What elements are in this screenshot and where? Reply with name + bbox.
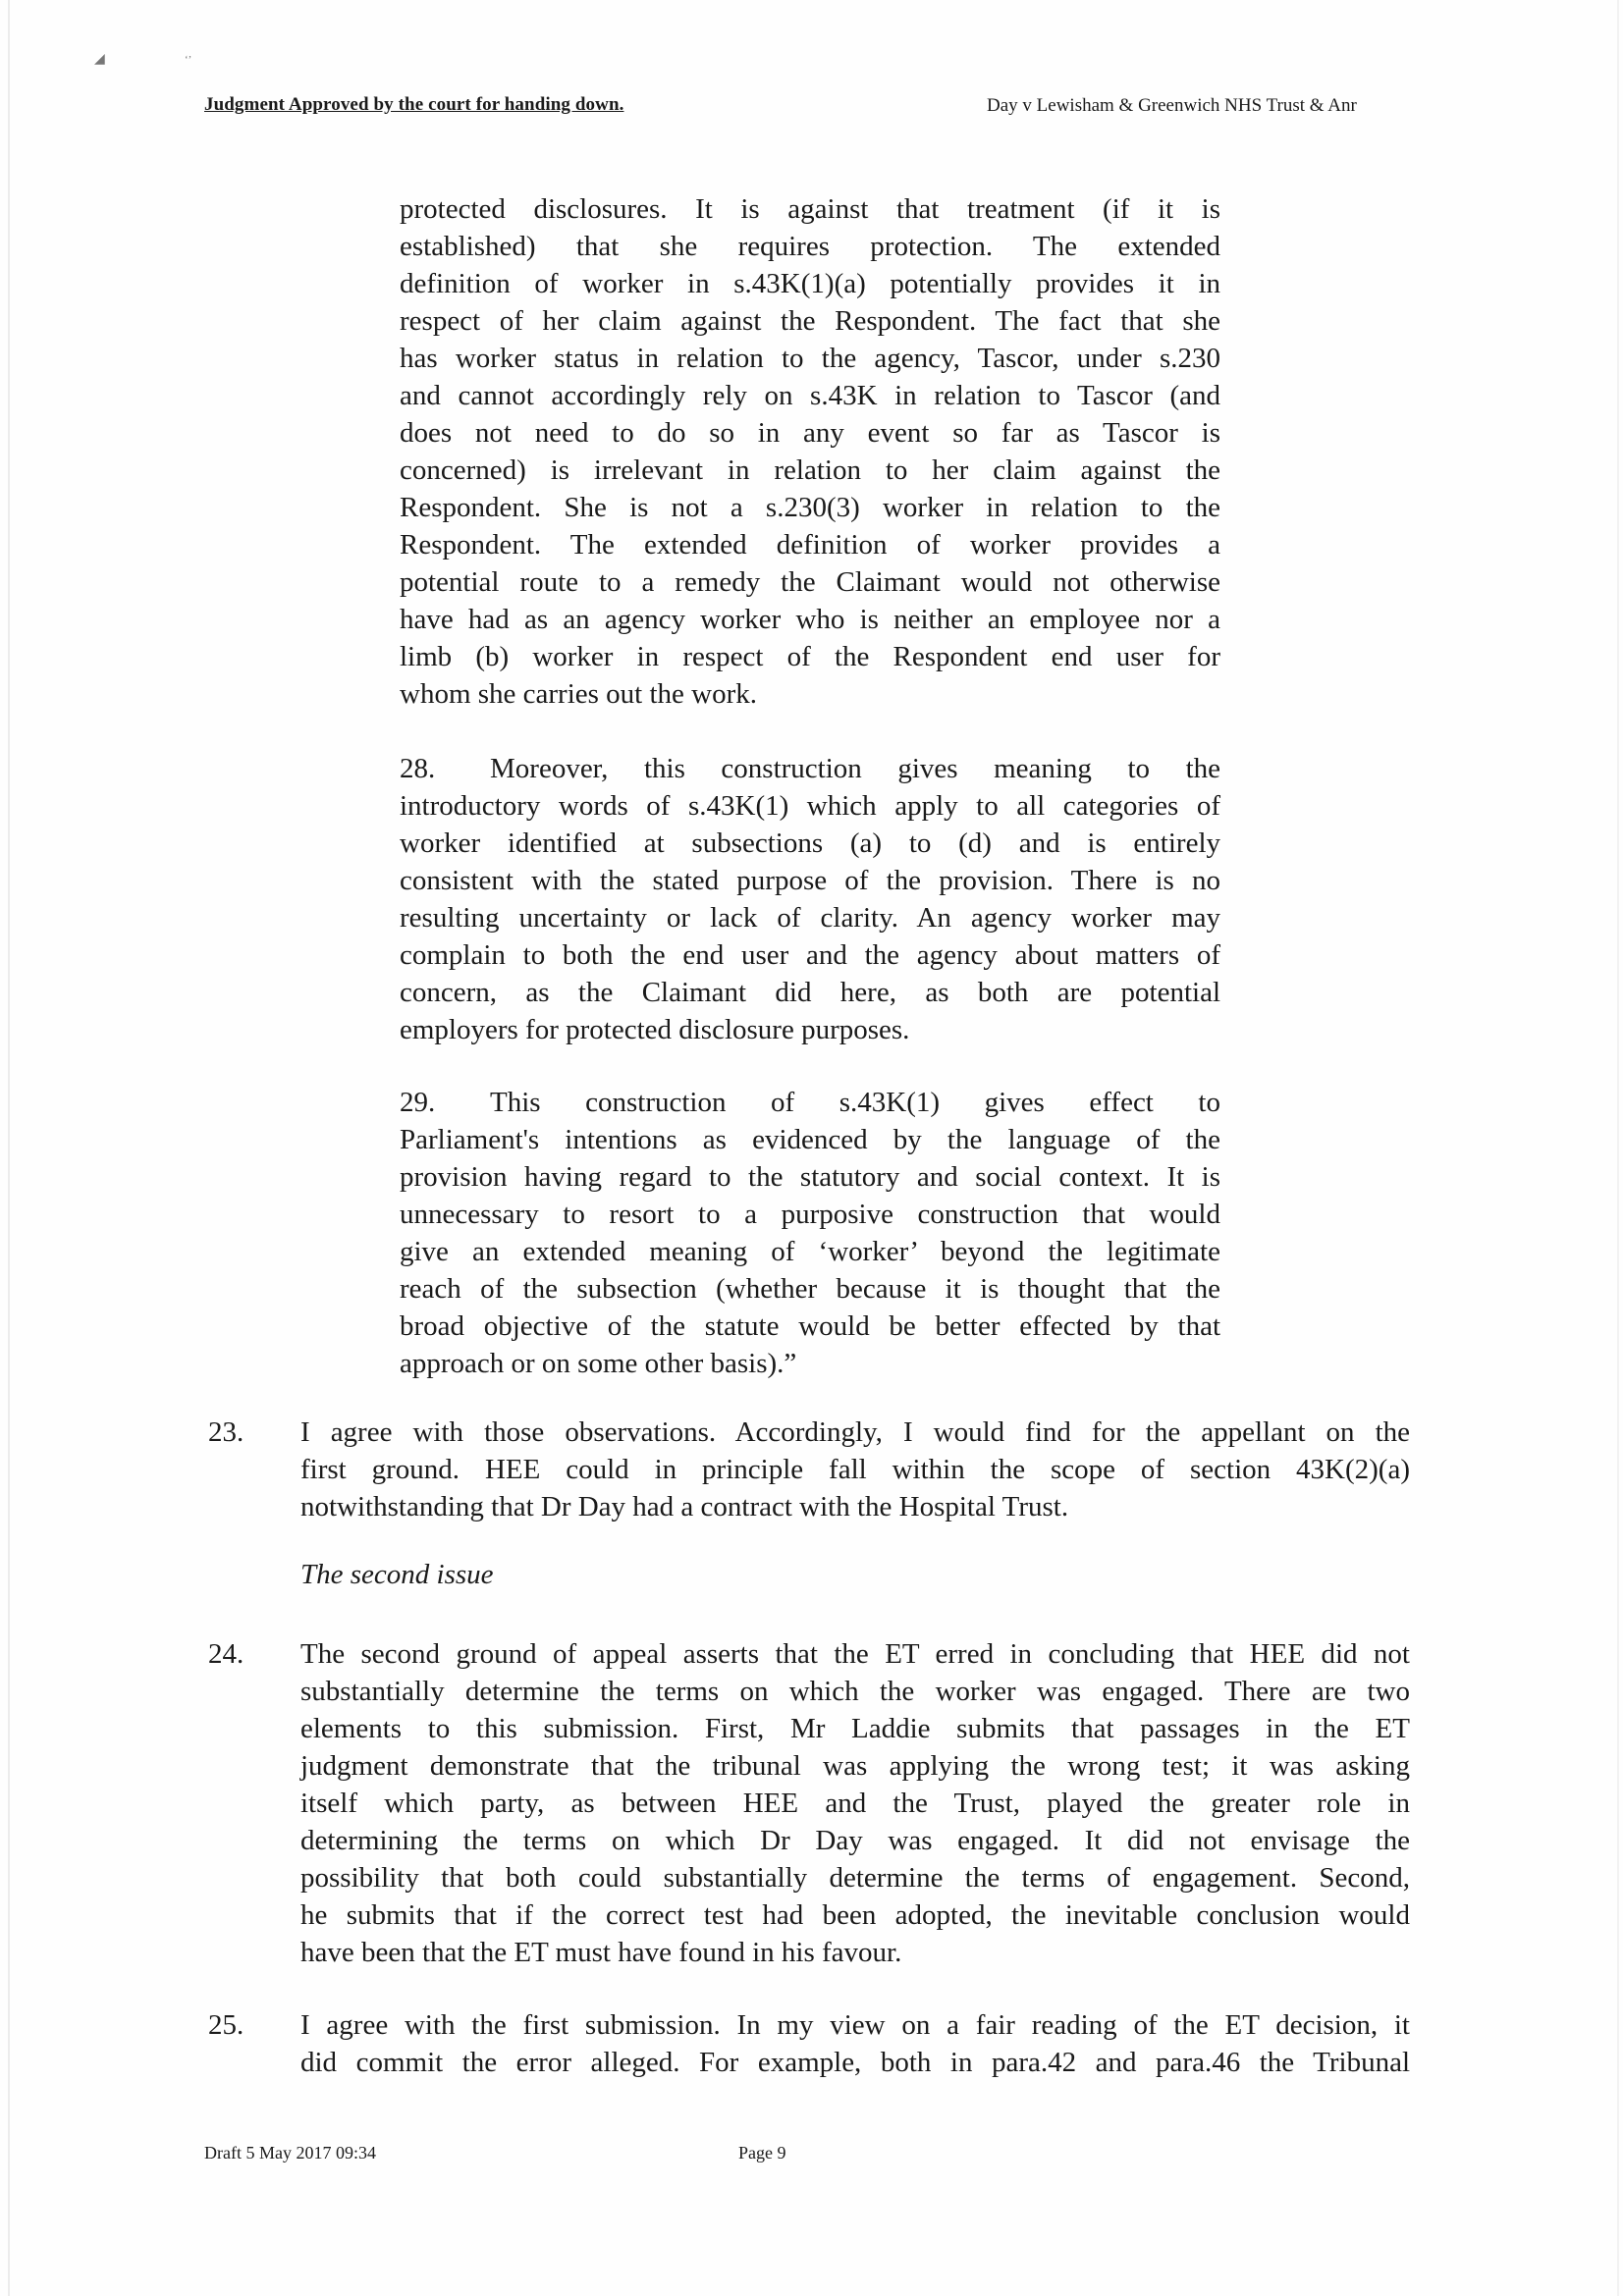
section-heading: The second issue xyxy=(300,1559,494,1590)
quote-line: and cannot accordingly rely on s.43K in relation to Tascor (and xyxy=(400,380,1220,411)
quote-line: introductory words of s.43K(1) which apply to all categories of xyxy=(400,790,1220,822)
paragraph-line: The second ground of appeal asserts that the ET erred in concluding that HEE did not xyxy=(300,1638,1410,1670)
paragraph-line: itself which party, as between HEE and the Trust, played the greater role in xyxy=(300,1788,1410,1819)
quote-line: approach or on some other basis).” xyxy=(400,1348,797,1379)
quote-line: does not need to do so in any event so far as Tascor is xyxy=(400,417,1220,449)
quote-line: resulting uncertainty or lack of clarity. An agency worker may xyxy=(400,902,1220,934)
paragraph-line: judgment demonstrate that the tribunal was applying the wrong test; it was asking xyxy=(300,1750,1410,1782)
quote-line: respect of her claim against the Respondent. The fact that she xyxy=(400,305,1220,337)
quote-line: concern, as the Claimant did here, as both are potential xyxy=(400,977,1220,1008)
scan-mark-triangle-icon: ◢ xyxy=(94,52,105,67)
paragraph-line: did commit the error alleged. For example, both in para.42 and para.46 the Tribunal xyxy=(300,2047,1410,2078)
scan-mark-icon: ‘’ xyxy=(185,54,192,66)
quote-line: unnecessary to resort to a purposive construction that would xyxy=(400,1199,1220,1230)
quote-line: has worker status in relation to the agency, Tascor, under s.230 xyxy=(400,343,1220,374)
quote-line: concerned) is irrelevant in relation to her claim against the xyxy=(400,454,1220,486)
paragraph-line: I agree with the first submission. In my view on a fair reading of the ET decision, it xyxy=(300,2009,1410,2041)
quote-para-28-first-line: 28. Moreover, this construction gives meaning to the xyxy=(400,750,1220,787)
paragraph-line: have been that the ET must have found in his favour. xyxy=(300,1937,902,1968)
quote-line: have had as an agency worker who is neither an employee nor a xyxy=(400,604,1220,635)
paragraph-line: I agree with those observations. Accordingly, I would find for the appellant on the xyxy=(300,1416,1410,1448)
scan-edge-right xyxy=(1617,0,1619,2296)
paragraph-line: he submits that if the correct test had been adopted, the inevitable conclusion would xyxy=(300,1899,1410,1931)
quote-line: give an extended meaning of ‘worker’ beyond the legitimate xyxy=(400,1236,1220,1267)
quote-para-number: 28. xyxy=(400,753,436,784)
header-case-name: Day v Lewisham & Greenwich NHS Trust & Anr xyxy=(987,95,1357,116)
paragraph-line: possibility that both could substantially determine the terms of engagement. Second, xyxy=(300,1862,1410,1894)
quote-line: reach of the subsection (whether because it is thought that the xyxy=(400,1273,1220,1305)
quote-line: whom she carries out the work. xyxy=(400,678,758,710)
quote-line: complain to both the end user and the agency about matters of xyxy=(400,939,1220,971)
paragraph-line: elements to this submission. First, Mr Laddie submits that passages in the ET xyxy=(300,1713,1410,1744)
quote-line: potential route to a remedy the Claimant would not otherwise xyxy=(400,566,1220,598)
quote-line: limb (b) worker in respect of the Respondent end user for xyxy=(400,641,1220,672)
paragraph-line: first ground. HEE could in principle fall within the scope of section 43K(2)(a) xyxy=(300,1454,1410,1485)
paragraph-line: substantially determine the terms on which the worker was engaged. There are two xyxy=(300,1676,1410,1707)
footer-page-number: Page 9 xyxy=(738,2143,786,2163)
paragraph-number: 23. xyxy=(208,1416,244,1448)
quote-line: definition of worker in s.43K(1)(a) potentially provides it in xyxy=(400,268,1220,299)
quote-line: worker identified at subsections (a) to (d) and is entirely xyxy=(400,828,1220,859)
quote-line: provision having regard to the statutory and social context. It is xyxy=(400,1161,1220,1193)
quote-para-29-first-line: 29. This construction of s.43K(1) gives effect to xyxy=(400,1084,1220,1121)
footer-draft-date: Draft 5 May 2017 09:34 xyxy=(204,2143,376,2163)
header-approval-notice: Judgment Approved by the court for handing down. xyxy=(204,94,624,115)
scan-edge-left xyxy=(8,0,10,2296)
paragraph-line: notwithstanding that Dr Day had a contract with the Hospital Trust. xyxy=(300,1491,1069,1522)
paragraph-number: 24. xyxy=(208,1638,244,1670)
paragraph-number: 25. xyxy=(208,2009,244,2041)
quote-line: broad objective of the statute would be better effected by that xyxy=(400,1310,1220,1342)
quote-line: established) that she requires protection. The extended xyxy=(400,231,1220,262)
quote-line: Respondent. The extended definition of worker provides a xyxy=(400,529,1220,561)
quote-line: protected disclosures. It is against that treatment (if it is xyxy=(400,193,1220,225)
quote-line: employers for protected disclosure purposes. xyxy=(400,1014,910,1045)
quote-para-number: 29. xyxy=(400,1087,436,1118)
quote-line: consistent with the stated purpose of the provision. There is no xyxy=(400,865,1220,896)
quote-line: Respondent. She is not a s.230(3) worker in relation to the xyxy=(400,492,1220,523)
paragraph-line: determining the terms on which Dr Day was engaged. It did not envisage the xyxy=(300,1825,1410,1856)
quote-line: Parliament's intentions as evidenced by the language of the xyxy=(400,1124,1220,1155)
